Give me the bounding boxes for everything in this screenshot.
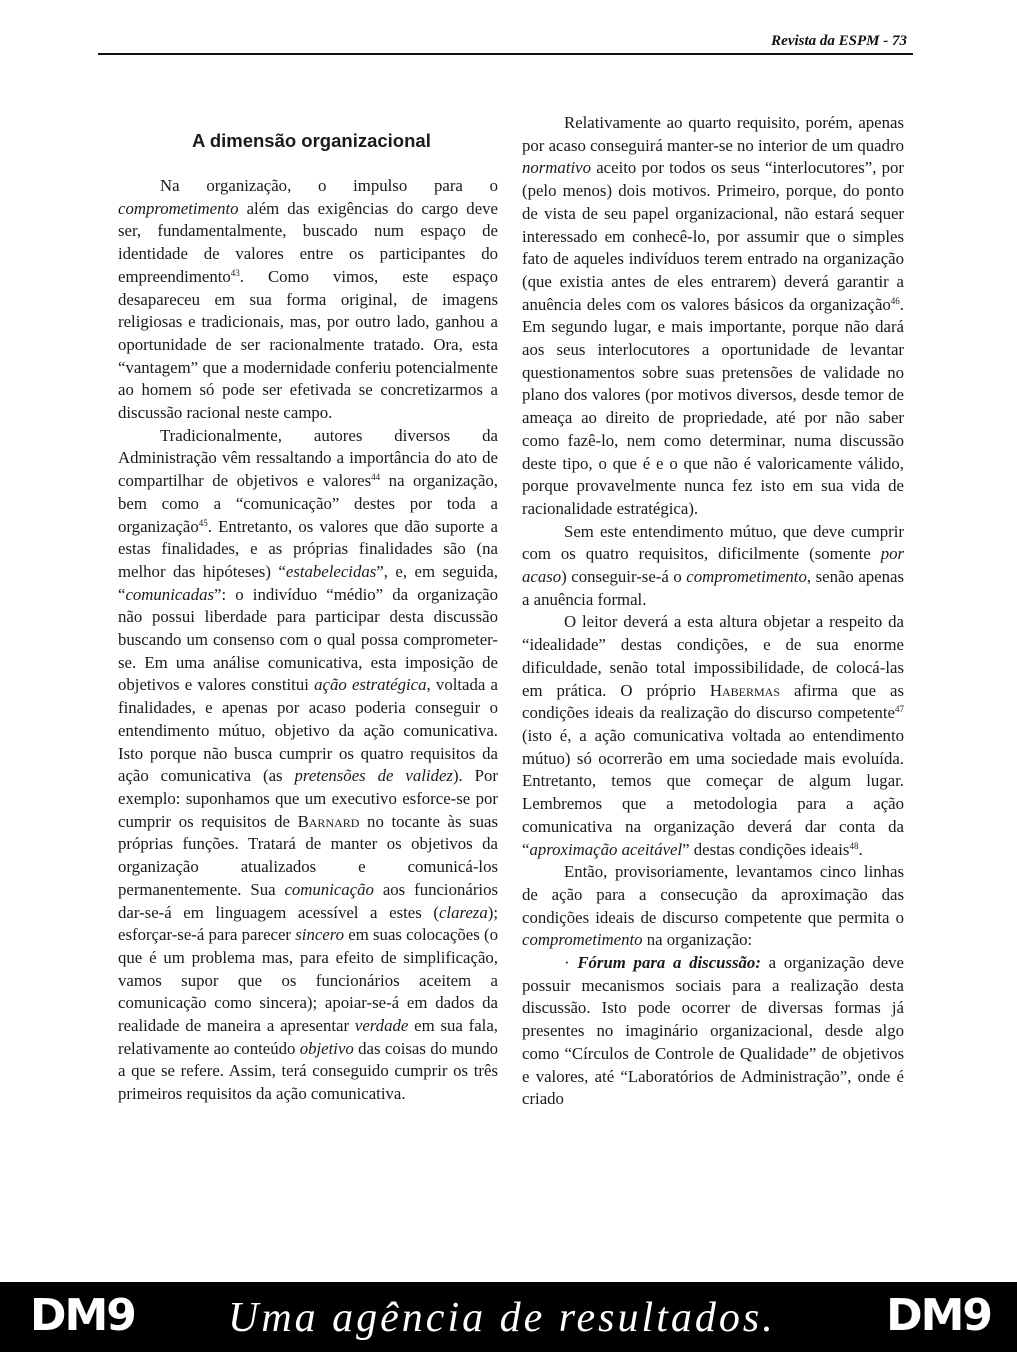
dm9-logo: DM9 xyxy=(886,1290,991,1341)
paragraph: Então, provisoriamente, levantamos cinco linhas de ação para a consecução da aproximação das condições ideais de discurso competente que permita o comprometimento na organização: xyxy=(522,862,904,950)
paragraph: Na organização, o impulso para o comprometimento além das exigências do cargo deve ser, fundamentalmente, buscado num espaço de identidade de valores entre os participantes do empreendimento$^{43}$. Como vimos, este espaço desapareceu em sua forma original, de imagens religiosas e tradicionais, mas, por outro lado, ganhou a oportunidade de ser racionalmente tratado. Ora, esta “vantagem” que a modernidade conferiu potencialmente ao homem só pode ser efetivada se concretizarmos a discussão racional neste campo. xyxy=(118,176,498,423)
paragraph: O leitor deverá a esta altura objetar a respeito da “idealidade” destas condições, e de sua enorme dificuldade, senão total impossibilidade, de colocá-las em prática. O próprio Habermas afirma que as condições ideais da realização do discurso competente$^{47}$ (isto é, a ação comunicativa voltada ao entendimento mútuo) só ocorrerão em uma sociedade mais evoluída. Entretanto, temos que começar de algum lugar. Lembremos que a metodologia para a ação comunicativa na organização deverá dar conta da “aproximação aceitável” destas condições ideais$^{48}$. xyxy=(522,612,904,859)
paragraph: Relativamente ao quarto requisito, porém, apenas por acaso conseguirá manter-se no interior de um quadro normativo aceito por todos os seus “interlocutores”, por (pelo menos) dois motivos. Primeiro, porque, do ponto de vista de seu papel organizacional, não estará sequer interessado em conhecê-lo, por assumir que o simples fato de aqueles indivíduos terem entrado na organização (que existia antes de eles entrarem) deverá garantir a anuência deles com os valores básicos da organização$^{46}$. Em segundo lugar, e mais importante, porque não dará aos seus interlocutores a oportunidade de levantar questionamentos sobre suas pretensões de validade no plano dos valores (por motivos diversos, desde temor de ameaça ao direito de propriedade, até por não saber como fazê-lo, nem como determinar, numa discussão deste tipo, o que é e o que não é valoricamente válido, porque provavelmente nunca fez isto em sua vida de racionalidade estratégica). xyxy=(522,113,904,518)
footer-slogan: Uma agência de resultados. xyxy=(228,1295,776,1341)
paragraph: Tradicionalmente, autores diversos da Administração vêm ressaltando a importância do ato de compartilhar de objetivos e valores$^{44}$ na organização, bem como a “comunicação” destes por toda a organização$^{45}$. Entretanto, os valores que dão suporte a estas finalidades, e as próprias finalidades são (na melhor das hipóteses) “estabelecidas”, e, em seguida, “comunicadas”: o indivíduo “médio” da organização não possui liberdade para participar desta discussão buscando um consenso com o qual possa comprometer-se. Em uma análise comunicativa, esta imposição de objetivos e valores constitui ação estratégica, voltada a finalidades, e apenas por acaso poderia conseguir o entendimento mútuo, objetivo da ação comunicativa. Isto porque não busca cumprir os quatro requisitos da ação comunicativa (as pretensões de validez). Por exemplo: suponhamos que um executivo esforce-se por cumprir os requisitos de Barnard no tocante às suas próprias funções. Tratará de manter os objetivos da organização atualizados e comunicá-los permanentemente. Sua comunicação aos funcionários dar-se-á em linguagem acessível a estes (clareza); esforçar-se-á para parecer sincero em suas colocações (o que é um problema mas, para efeito de simplificação, vamos supor que os funcionários aceitem a comunicação como sincera); apoiar-se-á em dados da realidade de maneira a apresentar verdade em sua fala, relativamente ao conteúdo objetivo das coisas do mundo a que se refere. Assim, terá conseguido cumprir os três primeiros requisitos da ação comunicativa. xyxy=(118,425,498,1104)
section-title: A dimensão organizacional xyxy=(192,130,431,151)
footer-banner xyxy=(0,1282,1017,1352)
left-column xyxy=(118,112,498,1106)
paragraph: · Fórum para a discussão: a organização deve possuir mecanismos sociais para a realização desta discussão. Isto pode ocorrer de diversas formas já presentes no imaginário organizacional, desde algo como “Círculos de Controle de Qualidade” de objetivos e valores, até “Laboratórios de Administração”, onde é criado xyxy=(522,953,904,1109)
dm9-logo: DM9 xyxy=(30,1290,135,1341)
running-header: Revista da ESPM - 73 xyxy=(771,33,907,49)
paragraph: Sem este entendimento mútuo, que deve cumprir com os quatro requisitos, dificilmente (somente por acaso) conseguir-se-á o comprometimento, senão apenas a anuência formal. xyxy=(522,521,904,609)
header-rule xyxy=(98,53,913,55)
right-column xyxy=(522,112,904,1111)
